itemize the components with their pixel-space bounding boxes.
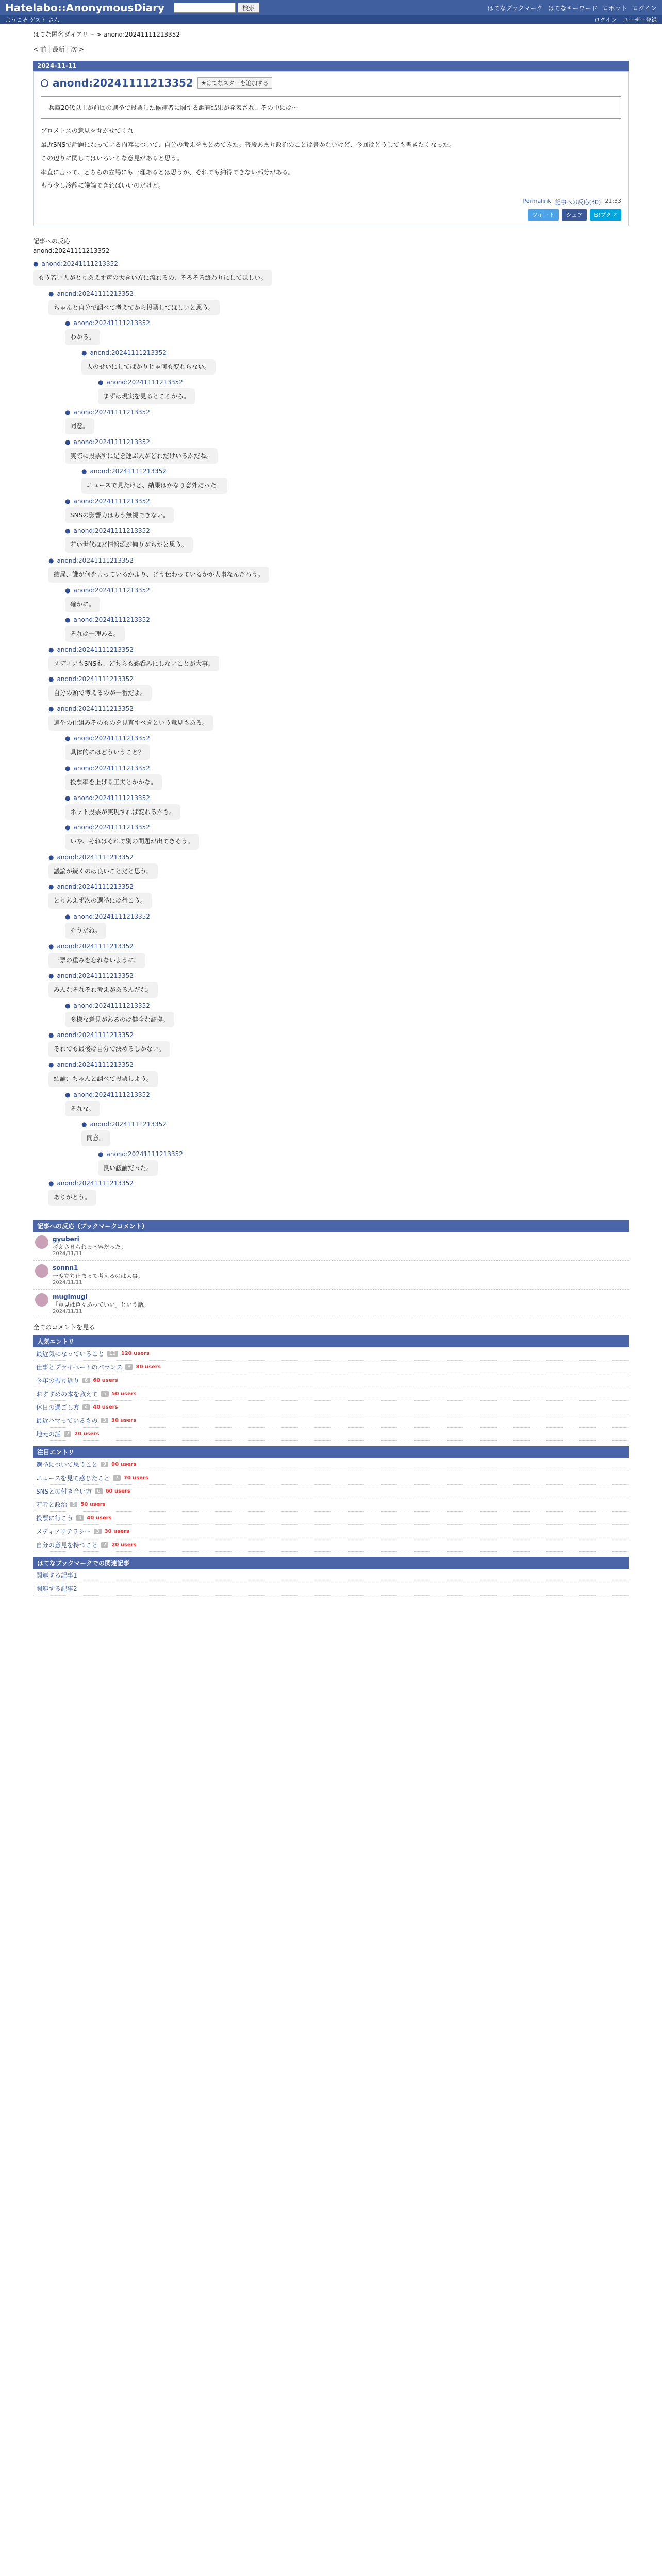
- search-button[interactable]: 検索: [238, 3, 259, 13]
- comment-body: ニュースで見たけど、結果はかなり意外だった。: [81, 478, 227, 494]
- bullet-icon: ●: [65, 1091, 71, 1098]
- comment-permalink[interactable]: anond:20241111213352: [73, 913, 150, 921]
- entry-time: 21:33: [605, 197, 621, 205]
- comment-header: [65, 912, 629, 921]
- comment-permalink[interactable]: anond:20241111213352: [90, 1121, 167, 1128]
- comment-permalink[interactable]: anond:20241111213352: [73, 408, 150, 416]
- sidebar: [33, 1220, 629, 1596]
- bullet-icon: ●: [65, 527, 71, 535]
- comment: [81, 1120, 629, 1146]
- entry-list-link[interactable]: 最近ハマっているもの: [36, 1417, 98, 1425]
- comment-body: 具体的にはどういうこと？: [65, 744, 150, 760]
- entry-list-item[interactable]: [33, 1414, 629, 1428]
- comment: [65, 497, 629, 523]
- entry-list-item[interactable]: [33, 1401, 629, 1414]
- users-count: 20 users: [74, 1431, 100, 1437]
- comment-body: わかる。: [65, 329, 100, 345]
- entry-paragraph: プロメトスの意見を聞かせてくれ: [41, 127, 134, 134]
- comment: [48, 646, 629, 672]
- entry-title[interactable]: anond:20241111213352: [53, 77, 193, 89]
- comment-body: 実際に投票所に足を運ぶ人がどれだけいるかだね。: [65, 448, 218, 464]
- entry-quote: 兵庫20代以上が前回の選挙で投票した候補者に関する調査結果が発表され、その中には〜: [41, 96, 621, 119]
- comment: [48, 883, 629, 909]
- bullet-icon: ●: [48, 705, 54, 713]
- comment-permalink[interactable]: anond:20241111213352: [57, 290, 134, 297]
- comment: [65, 616, 629, 642]
- bullet-icon: ●: [48, 942, 54, 950]
- comment-header: [48, 1031, 629, 1039]
- comment: [65, 319, 629, 345]
- comment-permalink[interactable]: anond:20241111213352: [90, 468, 167, 476]
- avatar[interactable]: [35, 1235, 48, 1249]
- comment: [65, 586, 629, 613]
- bullet-icon: ●: [65, 319, 71, 327]
- users-count: 70 users: [123, 1475, 148, 1481]
- bookmark-user[interactable]: mugimugi: [53, 1293, 88, 1300]
- comment-body: 同意。: [81, 1130, 110, 1146]
- entry-list-link[interactable]: 若者と政治: [36, 1501, 68, 1509]
- comment-count-badge: 5: [70, 1502, 77, 1507]
- entry-footer: [41, 198, 621, 206]
- comment: [98, 378, 629, 404]
- bullet-icon: ●: [65, 438, 71, 446]
- comment-header: [48, 1179, 629, 1188]
- header-link[interactable]: はてなブックマーク: [487, 4, 543, 12]
- comment-header: [65, 734, 629, 742]
- comment: [65, 1002, 629, 1028]
- comment-count-badge: 6: [82, 1378, 90, 1383]
- comment-count-badge: 4: [76, 1515, 84, 1521]
- comment: [48, 556, 629, 583]
- entry-list-title: 人気エントリ: [33, 1335, 629, 1347]
- comment-header: [48, 853, 629, 861]
- comment: [48, 1031, 629, 1057]
- comment: [48, 1179, 629, 1206]
- entry-body: [41, 126, 621, 191]
- comment-header: [81, 349, 629, 357]
- more-comments-link[interactable]: 全てのコメントを見る: [33, 1323, 95, 1331]
- comment-header: [48, 675, 629, 683]
- users-count: 30 users: [104, 1528, 129, 1534]
- comment-header: [48, 290, 629, 298]
- bullet-icon: ●: [65, 586, 71, 594]
- entry-list-link[interactable]: SNSとの付き合い方: [36, 1487, 92, 1495]
- comment-body: 議論が続くのは良いことだと思う。: [48, 863, 158, 879]
- comment-header: [65, 527, 629, 535]
- entry-list-title: 注目エントリ: [33, 1446, 629, 1458]
- comment: [65, 527, 629, 553]
- comment-count-badge: 2: [101, 1542, 108, 1548]
- comment-header: [33, 260, 629, 268]
- comment-permalink[interactable]: anond:20241111213352: [73, 1091, 150, 1098]
- comment-header: [65, 586, 629, 595]
- comment-permalink[interactable]: anond:20241111213352: [106, 1150, 183, 1158]
- header-link[interactable]: はてなキーワード: [548, 4, 598, 12]
- comment-count-badge: 7: [113, 1475, 120, 1481]
- bullet-icon: ●: [48, 1031, 54, 1039]
- comment: [65, 734, 629, 760]
- site-header: [0, 0, 662, 15]
- facebook-share-button[interactable]: シェア: [562, 209, 587, 221]
- entry-list-link[interactable]: 選挙について思うこと: [36, 1461, 98, 1468]
- comment-permalink[interactable]: anond:20241111213352: [90, 349, 167, 357]
- breadcrumb: はてな匿名ダイアリー > anond:20241111213352: [33, 31, 180, 38]
- comment-permalink[interactable]: anond:20241111213352: [57, 1031, 134, 1039]
- comment-permalink[interactable]: anond:20241111213352: [106, 379, 183, 386]
- comment-permalink[interactable]: anond:20241111213352: [41, 260, 118, 267]
- comment-header: [65, 408, 629, 416]
- date-label: 2024-11-11: [33, 61, 629, 71]
- bookmark-text: 「意見は色々あっていい」という話。: [53, 1301, 149, 1308]
- entry-list-link[interactable]: ニュースを見て感じたこと: [36, 1474, 110, 1482]
- comment-permalink[interactable]: anond:20241111213352: [73, 586, 150, 594]
- comment: [33, 260, 629, 286]
- bookmark-text: 一度立ち止まって考えるのは大事。: [53, 1272, 143, 1279]
- comment-header: [48, 1061, 629, 1069]
- entry-list-item[interactable]: [33, 1498, 629, 1512]
- bullet-icon: ●: [48, 556, 54, 564]
- comment-body: 選挙の仕組みそのものを見直すべきという意見もある。: [48, 715, 213, 731]
- comment-header: [65, 1091, 629, 1099]
- comment-header: [48, 556, 629, 565]
- entry-paragraph: 率直に言って、どちらの立場にも一理あるとは思うが、それでも納得できない部分がある。: [41, 168, 294, 176]
- comment-permalink[interactable]: anond:20241111213352: [57, 972, 134, 980]
- comment-body: ちゃんと自分で調べて考えてから投票してほしいと思う。: [48, 300, 220, 316]
- bullet-icon: ●: [98, 379, 104, 386]
- users-count: 60 users: [105, 1488, 130, 1494]
- comment-permalink[interactable]: anond:20241111213352: [57, 883, 134, 891]
- comment: [98, 1150, 629, 1176]
- comment-header: [48, 883, 629, 891]
- comment-body: 良い議論だった。: [98, 1160, 158, 1176]
- tweet-button[interactable]: ツイート: [528, 209, 558, 221]
- comment: [48, 705, 629, 731]
- entry-list-link[interactable]: 関連する記事1: [36, 1571, 77, 1579]
- comment-body: SNSの影響力はもう無視できない。: [65, 507, 174, 523]
- comment-body: 確かに。: [65, 597, 100, 613]
- entry-list-link[interactable]: 自分の意見を持つこと: [36, 1541, 98, 1549]
- users-count: 60 users: [93, 1377, 118, 1383]
- entry-list-link[interactable]: 地元の話: [36, 1430, 61, 1438]
- entry-paragraph: もう少し冷静に議論できればいいのだけど。: [41, 182, 165, 190]
- comment-permalink[interactable]: anond:20241111213352: [73, 794, 150, 802]
- comment-permalink[interactable]: anond:20241111213352: [73, 527, 150, 535]
- bullet-icon: ●: [48, 1061, 54, 1069]
- entry-list-item[interactable]: [33, 1512, 629, 1525]
- comment-body: 結論：ちゃんと調べて投票しよう。: [48, 1071, 158, 1087]
- comment-permalink[interactable]: anond:20241111213352: [57, 1180, 134, 1188]
- comment-header: [65, 794, 629, 802]
- comment-header: [48, 942, 629, 951]
- entry-list-link[interactable]: 最近気になっていること: [36, 1350, 105, 1358]
- bullet-icon: ●: [65, 408, 71, 416]
- entry-list-link[interactable]: 仕事とプライベートのバランス: [36, 1363, 123, 1371]
- comment: [48, 290, 629, 316]
- welcome-text: ようこそ ゲスト さん: [5, 16, 60, 23]
- share-buttons: [41, 209, 621, 221]
- users-count: 90 users: [111, 1461, 137, 1467]
- entry-title-row: [41, 77, 621, 89]
- comment-header: [65, 319, 629, 327]
- bullet-icon: ●: [81, 349, 87, 357]
- comment-header: [65, 438, 629, 446]
- comment-permalink[interactable]: anond:20241111213352: [73, 616, 150, 624]
- comment-body: もう若い人がとりあえず声の大きい方に流れるの、そろそろ終わりにしてほしい。: [33, 270, 272, 286]
- comment-body: それでも最後は自分で決めるしかない。: [48, 1041, 170, 1057]
- comment-count-badge: 8: [125, 1364, 133, 1370]
- avatar[interactable]: [35, 1293, 48, 1307]
- comment-count-badge: 2: [64, 1431, 71, 1437]
- comment: [65, 912, 629, 939]
- comment: [48, 942, 629, 969]
- bullet-icon: ●: [65, 913, 71, 921]
- entry-list-item[interactable]: [33, 1361, 629, 1374]
- comment: [48, 972, 629, 998]
- comment-count-badge: 6: [95, 1488, 102, 1494]
- bullet-icon: ●: [48, 646, 54, 653]
- header-link[interactable]: ロボット: [602, 4, 627, 12]
- comment-permalink[interactable]: anond:20241111213352: [73, 497, 150, 505]
- comment-count-badge: 3: [101, 1418, 108, 1423]
- bullet-icon: ●: [65, 765, 71, 772]
- bullet-icon: ●: [48, 675, 54, 683]
- bullet-icon: ●: [65, 497, 71, 505]
- signup-link[interactable]: ユーザー登録: [623, 16, 657, 23]
- users-count: 40 users: [87, 1515, 112, 1521]
- entry-list-link[interactable]: 投票に行こう: [36, 1514, 74, 1522]
- comment-permalink[interactable]: anond:20241111213352: [73, 1002, 150, 1009]
- bullet-icon: ●: [98, 1150, 104, 1158]
- comment-header: [65, 1002, 629, 1010]
- bookmark-text: 考えさせられる内容だった。: [53, 1243, 126, 1250]
- comment-body: ネット投票が実現すれば変わるかも。: [65, 804, 180, 820]
- bookmark-meta: 2024/11/11: [53, 1308, 82, 1314]
- bullet-icon: ●: [48, 1180, 54, 1188]
- comment: [65, 823, 629, 850]
- responses-link[interactable]: 記事への反応(30): [555, 198, 601, 206]
- bullet-icon: ●: [65, 824, 71, 832]
- bullet-icon: ●: [48, 290, 54, 297]
- comment-header: [48, 705, 629, 713]
- comment-permalink[interactable]: anond:20241111213352: [73, 319, 150, 327]
- entry-list-item[interactable]: [33, 1458, 629, 1471]
- comment-body: いや、それはそれで別の問題が出てきそう。: [65, 834, 199, 850]
- comment-permalink[interactable]: anond:20241111213352: [73, 765, 150, 772]
- comment: [65, 408, 629, 434]
- comment: [48, 675, 629, 701]
- comment-count-badge: 9: [101, 1462, 108, 1467]
- entry-list-link[interactable]: 関連する記事2: [36, 1585, 77, 1592]
- comment-header: [65, 616, 629, 624]
- permalink[interactable]: Permalink: [523, 197, 551, 205]
- entry-list: [33, 1557, 629, 1596]
- bullet-icon: ●: [48, 853, 54, 861]
- comment-body: 自分の頭で考えるのが一番だよ。: [48, 685, 152, 701]
- entry-list-link[interactable]: 今年の振り返り: [36, 1377, 80, 1384]
- comment-body: 若い世代ほど情報源が偏りがちだと思う。: [65, 537, 193, 553]
- bullet-icon: ●: [65, 735, 71, 742]
- bookmark-user[interactable]: gyuberi: [53, 1235, 79, 1243]
- comment-header: [81, 1120, 629, 1128]
- entry-list-item[interactable]: [33, 1525, 629, 1538]
- add-star-button[interactable]: ★はてなスターを追加する: [197, 77, 272, 89]
- bookmark-item: [33, 1232, 629, 1261]
- bullet-icon: ●: [33, 260, 39, 267]
- entry-list-item[interactable]: [33, 1485, 629, 1498]
- entry-list-item[interactable]: [33, 1387, 629, 1401]
- comment-permalink[interactable]: anond:20241111213352: [73, 735, 150, 742]
- sub-header: [0, 15, 662, 24]
- users-count: 120 users: [121, 1350, 150, 1357]
- users-count: 20 users: [111, 1541, 137, 1548]
- circle-icon: [41, 79, 48, 87]
- bullet-icon: ●: [65, 794, 71, 802]
- entry-list-item[interactable]: [33, 1471, 629, 1485]
- comment-permalink[interactable]: anond:20241111213352: [57, 853, 134, 861]
- comment-body: そうだね。: [65, 923, 106, 939]
- bullet-icon: ●: [48, 972, 54, 980]
- comment: [81, 467, 629, 494]
- comment: [65, 794, 629, 820]
- users-count: 30 users: [111, 1417, 137, 1423]
- entry-list: [33, 1335, 629, 1441]
- comment-header: [65, 764, 629, 772]
- comment-header: [48, 972, 629, 980]
- comment-count-badge: 3: [94, 1529, 101, 1534]
- bookmark-header: 記事への反応（ブックマークコメント）: [33, 1220, 629, 1232]
- bookmark-meta: 2024/11/11: [53, 1279, 82, 1285]
- hatena-bookmark-button[interactable]: B!ブクマ: [590, 209, 621, 221]
- comment-permalink[interactable]: anond:20241111213352: [57, 1061, 134, 1069]
- users-count: 50 users: [80, 1501, 106, 1507]
- comment-permalink[interactable]: anond:20241111213352: [57, 675, 134, 683]
- comment-permalink[interactable]: anond:20241111213352: [57, 705, 134, 713]
- login-link[interactable]: ログイン: [594, 16, 617, 23]
- entry-list-item[interactable]: [33, 1569, 629, 1582]
- comment-body: 投票率を上げる工夫とかかな。: [65, 774, 162, 790]
- responses-header: 記事への反応: [33, 237, 71, 245]
- comment-body: ありがとう。: [48, 1190, 96, 1206]
- comment-count-badge: 5: [101, 1391, 108, 1397]
- comment: [65, 438, 629, 464]
- entry-list-item[interactable]: [33, 1374, 629, 1387]
- bookmark-item: [33, 1261, 629, 1290]
- header-links: [487, 4, 657, 12]
- entry-list-item[interactable]: [33, 1582, 629, 1596]
- comment-body: 同意。: [65, 418, 94, 434]
- entry-list-link[interactable]: メディアリテラシー: [36, 1528, 91, 1535]
- comment: [65, 764, 629, 790]
- entry-list-item[interactable]: [33, 1347, 629, 1361]
- bullet-icon: ●: [81, 468, 87, 476]
- bookmark-meta: 2024/11/11: [53, 1250, 82, 1257]
- comment-body: 多様な意見があるのは健全な証拠。: [65, 1012, 174, 1028]
- comment-permalink[interactable]: anond:20241111213352: [57, 942, 134, 950]
- comment-body: みんなそれぞれ考えがあるんだな。: [48, 982, 158, 998]
- site-logo[interactable]: Hatelabo::AnonymousDiary: [5, 2, 165, 14]
- responses-subheader: anond:20241111213352: [33, 247, 110, 255]
- entry-list-item[interactable]: [33, 1428, 629, 1441]
- header-link[interactable]: ログイン: [632, 4, 657, 12]
- comment-permalink[interactable]: anond:20241111213352: [73, 438, 150, 446]
- entry-list-link[interactable]: 休日の過ごし方: [36, 1403, 80, 1411]
- comment-body: それは一理ある。: [65, 626, 125, 642]
- comment-body: とりあえず次の選挙には行こう。: [48, 893, 152, 909]
- comment-permalink[interactable]: anond:20241111213352: [73, 824, 150, 832]
- entry-paragraph: 最近SNSで話題になっている内容について、自分の考えをまとめてみた。普段あまり政治のことは書かないけど、今回はどうしても書きたくなった。: [41, 141, 455, 148]
- users-count: 40 users: [93, 1404, 118, 1410]
- bookmark-item: [33, 1290, 629, 1318]
- comment-body: メディアもSNSも、どちらも鵜呑みにしないことが大事。: [48, 656, 219, 672]
- comment-header: [65, 823, 629, 832]
- comment-body: 人のせいにしてばかりじゃ何も変わらない。: [81, 359, 216, 375]
- entry-list-link[interactable]: おすすめの本を教えて: [36, 1390, 98, 1398]
- comment: [81, 349, 629, 375]
- entry-list-item[interactable]: [33, 1538, 629, 1552]
- comment-header: [65, 497, 629, 505]
- comment-body: まずは現実を見るところから。: [98, 388, 195, 404]
- comment-header: [98, 1150, 629, 1158]
- comment-tree: [33, 260, 629, 1206]
- bookmark-user[interactable]: sonnn1: [53, 1264, 78, 1272]
- comment-permalink[interactable]: anond:20241111213352: [57, 556, 134, 564]
- search-input[interactable]: [174, 3, 236, 13]
- comment-permalink[interactable]: anond:20241111213352: [57, 646, 134, 653]
- comment: [48, 853, 629, 879]
- entry-list: [33, 1446, 629, 1552]
- comment-body: 一票の重みを忘れないように。: [48, 953, 145, 969]
- bullet-icon: ●: [81, 1121, 87, 1128]
- comment-body: それな。: [65, 1101, 100, 1117]
- comment-body: 結局、誰が何を言っているかより、どう伝わっているかが大事なんだろう。: [48, 567, 269, 583]
- entry-lists: [33, 1335, 629, 1596]
- comment-header: [81, 467, 629, 476]
- entry-list-title: はてなブックマークでの関連記事: [33, 1557, 629, 1569]
- top-navigation[interactable]: < 前 | 最新 | 次 >: [33, 46, 85, 53]
- comment-header: [48, 646, 629, 654]
- comment-header: [98, 378, 629, 386]
- bullet-icon: ●: [65, 616, 71, 624]
- entry-paragraph: この辺りに関してはいろいろな意見があると思う。: [41, 155, 184, 162]
- bullet-icon: ●: [48, 883, 54, 891]
- comment-count-badge: 12: [107, 1351, 118, 1357]
- entry: [33, 71, 629, 226]
- bullet-icon: ●: [65, 1002, 71, 1009]
- comment: [65, 1091, 629, 1117]
- users-count: 80 users: [136, 1364, 161, 1370]
- avatar[interactable]: [35, 1264, 48, 1278]
- comment: [48, 1061, 629, 1087]
- comment-count-badge: 4: [82, 1404, 90, 1410]
- users-count: 50 users: [111, 1391, 137, 1397]
